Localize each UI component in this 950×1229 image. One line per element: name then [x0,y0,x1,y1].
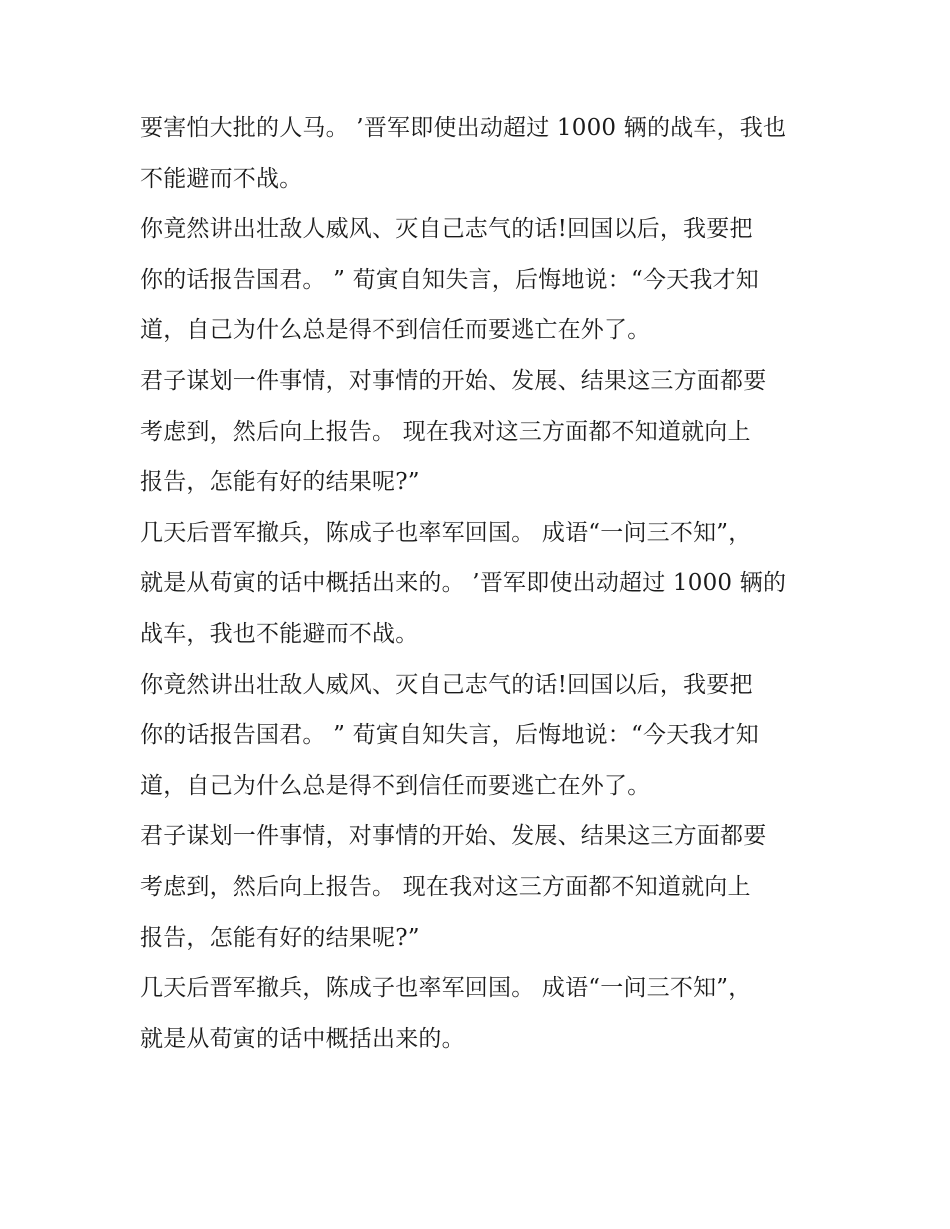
text-line-13: 你的话报告国君。 ” 荀寅自知失言，后悔地说：“今天我才知 [140,722,759,749]
text-line-19: 就是从荀寅的话中概括出来的。 [140,1025,465,1052]
text-line-4: 你的话报告国君。 ” 荀寅自知失言，后悔地说：“今天我才知 [140,266,759,293]
text-line-8: 报告，怎能有好的结果呢?” [140,469,420,496]
text-line-1: 要害怕大批的人马。 ’晋军即使出动超过 1000 辆的战车，我也 [140,115,787,141]
text-line-14: 道，自己为什么总是得不到信任而要逃亡在外了。 [140,772,651,799]
text-line-7: 考虑到，然后向上报告。 现在我对这三方面都不知道就向上 [140,418,751,445]
text-line-18: 几天后晋军撤兵，陈成子也率军回国。 成语“一问三不知”， [140,975,752,1002]
text-line-10: 就是从荀寅的话中概括出来的。 ’晋军即使出动超过 1000 辆的 [140,570,787,597]
text-line-9: 几天后晋军撤兵，陈成子也率军回国。 成语“一问三不知”， [140,519,752,546]
text-line-6: 君子谋划一件事情，对事情的开始、发展、结果这三方面都要 [140,367,767,394]
text-line-11: 战车，我也不能避而不战。 [140,620,419,647]
text-line-2: 不能避而不战。 [140,165,303,192]
document-body [140,103,830,1064]
text-line-12: 你竟然讲出壮敌人威风、灭自己志气的话!回国以后，我要把 [140,671,753,698]
text-line-15: 君子谋划一件事情，对事情的开始、发展、结果这三方面都要 [140,823,767,850]
text-line-3: 你竟然讲出壮敌人威风、灭自己志气的话!回国以后，我要把 [140,216,753,243]
text-line-17: 报告，怎能有好的结果呢?” [140,924,420,951]
text-line-5: 道，自己为什么总是得不到信任而要逃亡在外了。 [140,317,651,344]
text-line-16: 考虑到，然后向上报告。 现在我对这三方面都不知道就向上 [140,873,751,900]
